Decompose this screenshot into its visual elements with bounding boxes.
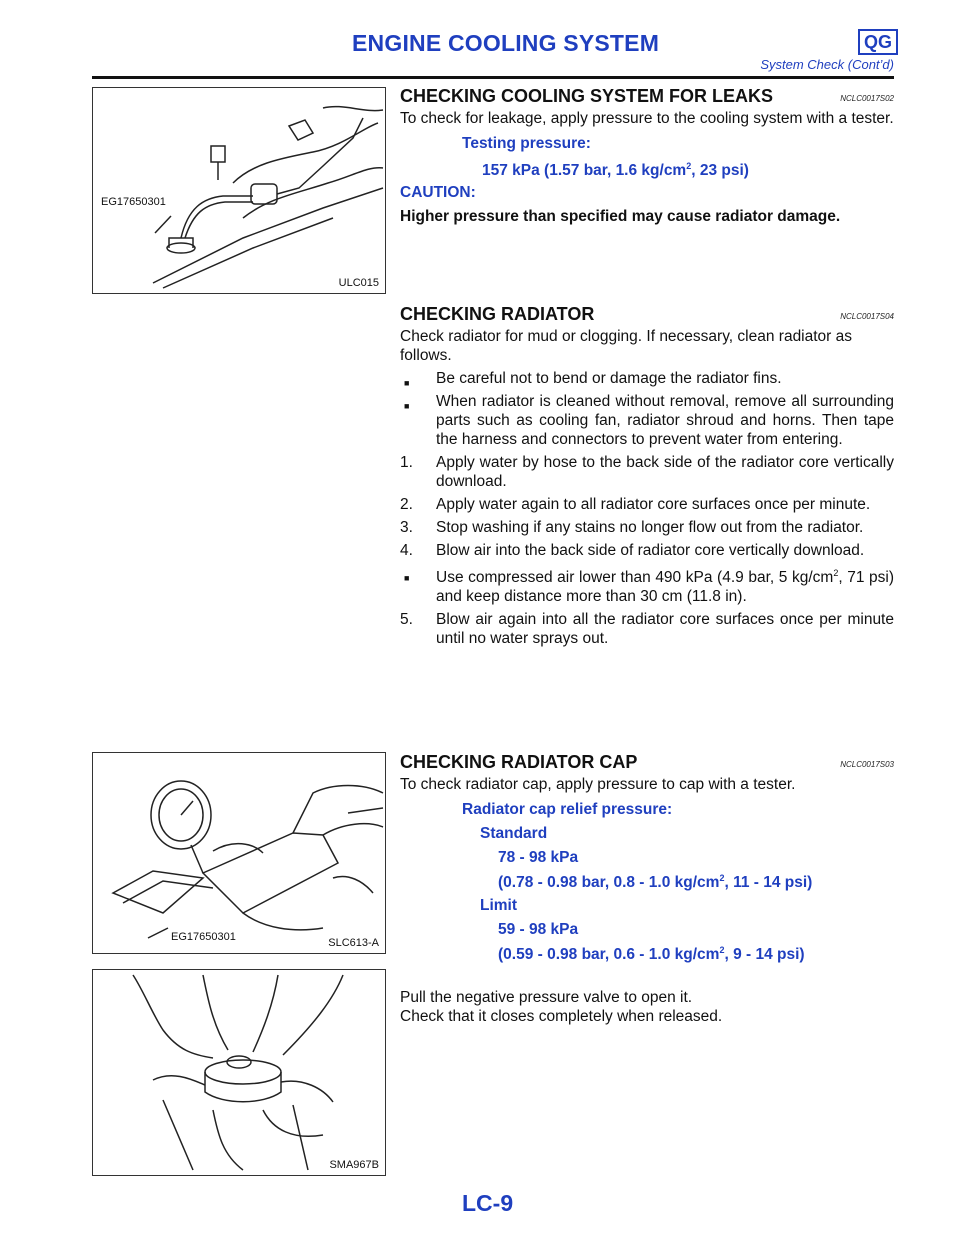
tool-number-label: EG17650301 xyxy=(171,931,236,943)
cap-text: To check radiator cap, apply pressure to cap with a tester. xyxy=(400,776,796,793)
page-number: LC-9 xyxy=(462,1190,514,1216)
heading-leaks: CHECKING COOLING SYSTEM FOR LEAKS NCLC0017S02 xyxy=(400,86,894,106)
tool-number-label: EG17650301 xyxy=(101,196,166,208)
list-item: ■ When radiator is cleaned without removal, remove all surrounding parts such as cooling fan, radiator shroud and horns. Then tape the harness and connectors to prevent water from entering. xyxy=(404,393,894,448)
pull-text: Pull the negative pressure valve to open it. xyxy=(400,989,693,1006)
pressure-tester-illustration xyxy=(93,88,385,293)
list-item: 4. Blow air into the back side of radiator core vertically download. xyxy=(400,542,865,559)
valve-illustration xyxy=(93,970,385,1175)
standard-detail: (0.78 - 0.98 bar, 0.8 - 1.0 $kg/cm^2$, 11 - 14 psi) xyxy=(498,873,813,892)
heading-radiator-cap: CHECKING RADIATOR CAP NCLC0017S03 xyxy=(400,752,894,772)
reference-code: NCLC0017S03 xyxy=(840,760,894,769)
section-radiator xyxy=(400,304,894,648)
figure-pressure-tester xyxy=(92,87,386,294)
heading-radiator: CHECKING RADIATOR NCLC0017S04 xyxy=(400,304,894,324)
list-item: 1. Apply water by hose to the back side of the radiator core vertically download. xyxy=(400,454,894,490)
limit-kpa: 59 - 98 kPa xyxy=(498,921,579,939)
spec-label: Testing pressure: xyxy=(462,135,591,152)
section-title: ENGINE COOLING SYSTEM xyxy=(352,30,660,56)
header-rule xyxy=(92,76,894,79)
figure-code: ULC015 xyxy=(338,277,379,289)
section-valve-check xyxy=(400,988,894,1026)
figure-negative-pressure-valve xyxy=(92,969,386,1176)
list-item: 2. Apply water again to all radiator core surfaces once per minute. xyxy=(400,496,871,513)
list-item: 3. Stop washing if any stains no longer flow out from the radiator. xyxy=(400,519,864,536)
section-radiator-cap xyxy=(400,752,894,965)
section-cooling-leaks xyxy=(400,86,894,227)
reference-code: NCLC0017S04 xyxy=(840,312,894,321)
reference-code: NCLC0017S02 xyxy=(840,94,894,103)
standard-kpa: 78 - 98 kPa xyxy=(498,849,579,866)
standard-label: Standard xyxy=(480,825,548,842)
figure-cap-tester xyxy=(92,752,386,954)
list-item: ■ Be careful not to bend or damage the radiator fins. xyxy=(404,370,782,388)
list-item: ■ Use compressed air lower than 490 kPa (4.9 bar, 5 $kg/cm^2$, 71 psi) and keep distance more than 30 cm (11.8 in). xyxy=(404,568,895,606)
spec-value: 157 kPa (1.57 bar, 1.6 $kg/cm^2$, 23 psi) xyxy=(482,161,749,180)
spec-label: Radiator cap relief pressure: xyxy=(462,801,673,818)
limit-detail: (0.59 - 0.98 bar, 0.6 - 1.0 $kg/cm^2$, 9 - 14 psi) xyxy=(498,945,805,964)
figure-code: SLC613-A xyxy=(328,937,379,949)
limit-label: Limit xyxy=(480,897,518,915)
section-subtitle: System Check (Cont’d) xyxy=(760,57,894,72)
leaks-text: To check for leakage, apply pressure to the cooling system with a tester. xyxy=(400,110,894,127)
caution-label: CAUTION: xyxy=(400,184,476,202)
figure-code: SMA967B xyxy=(329,1159,379,1171)
radiator-intro: Check radiator for mud or clogging. If necessary, clean radiator as follows. xyxy=(400,328,853,364)
caution-text: Higher pressure than specified may cause radiator damage. xyxy=(400,208,841,226)
engine-code-badge: QG xyxy=(858,29,898,55)
list-item: 5. Blow air again into all the radiator core surfaces once per minute until no water sprays out. xyxy=(400,611,894,648)
check-text: Check that it closes completely when released. xyxy=(400,1008,723,1025)
cap-tester-illustration xyxy=(93,753,385,953)
